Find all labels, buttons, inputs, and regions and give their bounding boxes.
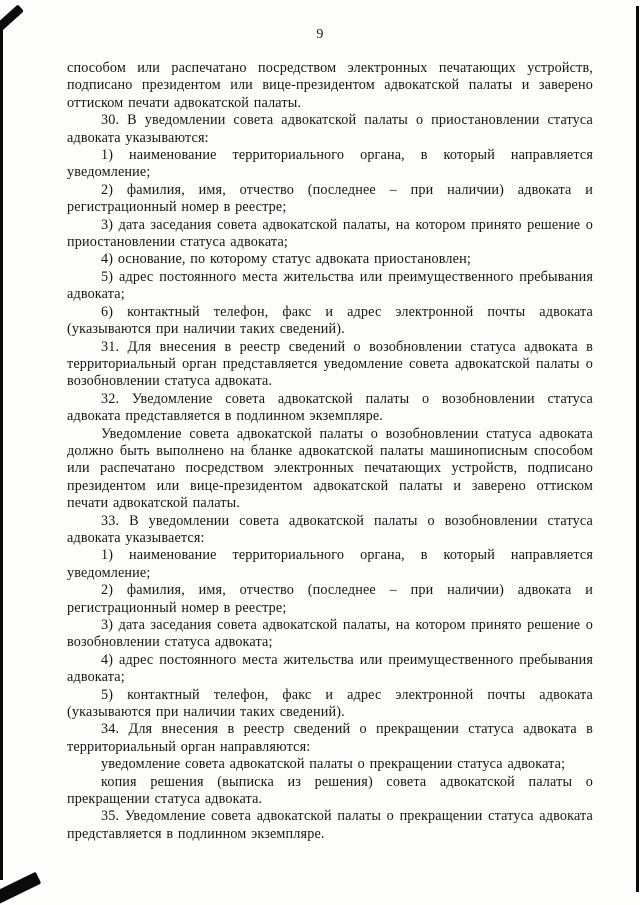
scan-artifact-bottom-left: [0, 872, 41, 905]
paragraph: 4) основание, по которому статус адвоката приостановлен;: [101, 251, 471, 268]
paragraph: 30. В уведомлении совета адвокатской палаты о приостановлении статуса адвоката указываются:: [67, 112, 593, 146]
paragraph: 4) адрес постоянного места жительства или преимущественного пребывания адвоката;: [67, 651, 593, 686]
paragraph: 32. Уведомление совета адвокатской палаты о возобновлении статуса адвоката представляется в подлинном экземпляре.: [67, 390, 593, 425]
paragraph: 31. Для внесения в реестр сведений о возобновлении статуса адвоката в территориальный орган представляется уведомление совета адвокатской палаты о возобновлении статуса адвоката.: [67, 338, 593, 390]
paragraph: 34. Для внесения в реестр сведений о прекращении статуса адвоката в территориальный орган направляются:: [67, 721, 593, 755]
paragraph: 3) дата заседания совета адвокатской палаты, на котором принято решение о возобновлении статуса адвоката;: [67, 617, 593, 651]
paragraph: 1) наименование территориального органа, в который направляется уведомление;: [67, 547, 593, 581]
paragraph: 5) адрес постоянного места жительства или преимущественного пребывания адвоката;: [67, 268, 593, 303]
paragraph: копия решения (выписка из решения) совета адвокатской палаты о прекращении статуса адвоката.: [67, 773, 593, 808]
paragraph: уведомление совета адвокатской палаты о прекращении статуса адвоката;: [101, 756, 566, 773]
paragraph: 3) дата заседания совета адвокатской палаты, на котором принято решение о приостановлении статуса адвоката;: [67, 216, 593, 251]
paragraph: 1) наименование территориального органа, в который направляется уведомление;: [67, 147, 593, 181]
paragraph: 5) контактный телефон, факс и адрес электронной почты адвоката (указываются при наличии таких сведений).: [67, 686, 593, 721]
scan-artifact-left-edge: [0, 24, 3, 880]
page-number: 9: [316, 27, 324, 42]
document-body: [67, 60, 593, 843]
paragraph: 35. Уведомление совета адвокатской палаты о прекращении статуса адвоката представляется в подлинном экземпляре.: [67, 808, 593, 842]
paragraph: 33. В уведомлении совета адвокатской палаты о возобновлении статуса адвоката указывается:: [67, 512, 593, 546]
paragraph: 2) фамилия, имя, отчество (последнее – при наличии) адвоката и регистрационный номер в реестре;: [67, 582, 593, 616]
scan-artifact-right-edge: [636, 6, 639, 892]
paragraph: 6) контактный телефон, факс и адрес электронной почты адвоката (указываются при наличии таких сведений).: [67, 303, 593, 338]
paragraph: 2) фамилия, имя, отчество (последнее – при наличии) адвоката и регистрационный номер в реестре;: [67, 181, 593, 216]
paragraph: способом или распечатано посредством электронных печатающих устройств, подписано президентом или вице-президентом адвокатской палаты и заверено оттиском печати адвокатской палаты.: [67, 60, 593, 111]
paragraph: Уведомление совета адвокатской палаты о возобновлении статуса адвоката должно быть выполнено на бланке адвокатской палаты машинописным способом или распечатано посредством электронных печатающих устройств, подписано президентом или вице-президентом адвокатской палаты и заверено оттиском печати адвокатской палаты.: [67, 425, 593, 512]
